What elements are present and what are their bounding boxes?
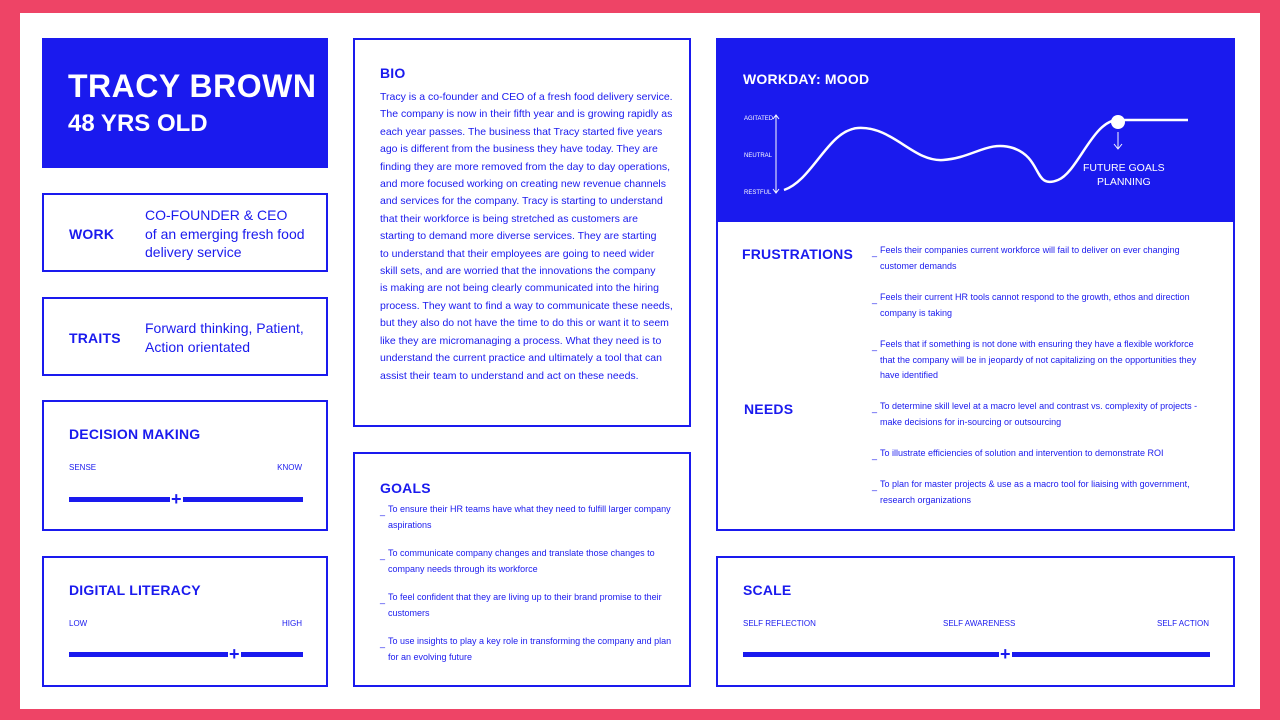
decision-right-label: KNOW bbox=[277, 463, 302, 472]
workday-mood-title: WORKDAY: MOOD bbox=[743, 71, 870, 87]
decision-left-label: SENSE bbox=[69, 463, 97, 472]
name-card bbox=[42, 38, 328, 168]
scale-left-label: SELF REFLECTION bbox=[743, 619, 816, 628]
work-label: WORK bbox=[69, 226, 115, 242]
mood-annotation: FUTURE GOALS PLANNING bbox=[1083, 162, 1165, 188]
traits-label: TRAITS bbox=[69, 330, 121, 346]
decision-slider-marker: + bbox=[171, 489, 182, 509]
frustrations-title: FRUSTRATIONS bbox=[742, 246, 854, 262]
digital-slider-track bbox=[69, 652, 303, 657]
frustration-item: _ Feels that if something is not done with ensuring they have a flexible workforce that the company will be in jeopardy of not capitalizing on the opportunities they have identified bbox=[872, 339, 1197, 380]
mood-axis-mid-label: NEUTRAL bbox=[744, 153, 773, 159]
digital-slider-marker: + bbox=[229, 644, 240, 664]
persona-age: 48 YRS OLD bbox=[68, 110, 208, 137]
scale-title: SCALE bbox=[743, 582, 792, 598]
bio-card bbox=[353, 38, 691, 427]
persona-name: TRACY BROWN bbox=[68, 68, 317, 104]
scale-slider-marker: + bbox=[1000, 644, 1011, 664]
scale-mid-label: SELF AWARENESS bbox=[943, 619, 1016, 628]
work-card bbox=[42, 193, 328, 272]
goal-item: _ To communicate company changes and translate those changes to company needs through its workforce bbox=[380, 548, 655, 574]
mood-frustrations-card bbox=[716, 38, 1235, 531]
goal-item: _ To use insights to play a key role in transforming the company and plan for an evolving future bbox=[380, 636, 672, 662]
need-item: _ To illustrate efficiencies of solution and intervention to demonstrate ROI bbox=[872, 448, 1164, 460]
traits-value: Forward thinking, Patient, Action orientated bbox=[145, 320, 304, 355]
decision-making-card bbox=[42, 400, 328, 531]
mood-marker-dot bbox=[1111, 115, 1125, 129]
digital-literacy-title: DIGITAL LITERACY bbox=[69, 582, 201, 598]
digital-left-label: LOW bbox=[69, 619, 88, 628]
decision-making-title: DECISION MAKING bbox=[69, 426, 201, 442]
workday-mood-panel bbox=[718, 40, 1233, 222]
need-item: _ To plan for master projects & use as a macro tool for liaising with government, research organizations bbox=[872, 479, 1190, 505]
scale-right-label: SELF ACTION bbox=[1156, 619, 1209, 628]
work-value: CO-FOUNDER & CEO of an emerging fresh food delivery service bbox=[145, 207, 305, 260]
digital-literacy-card bbox=[42, 556, 328, 687]
scale-slider-track bbox=[743, 652, 1210, 657]
decision-slider-track bbox=[69, 497, 303, 502]
goal-item: _ To ensure their HR teams have what they need to fulfill larger company aspirations bbox=[380, 504, 671, 530]
needs-title: NEEDS bbox=[744, 401, 794, 417]
mood-curve-graphic bbox=[718, 40, 1233, 222]
goals-card bbox=[353, 452, 691, 687]
bio-text: Tracy is a co-founder and CEO of a fresh food delivery service. The company is now in their fifth year and is growing rapidly as each year passes. The business that Tracy started five years ago is different from the business they have today. They are finding they are more removed from the day to day operations, and more focused working on creating new revenue channels and services for the company. Tracy is starting to understand that their workforce is being stretched as customers are starting to demand more diverse services. They are starting to understand that their employees are going to need wider skill sets, and are worried that the innovations the company is making are not being clearly communicated into the hiring process. They want to find a way to communicate these needs, but they also do not have the time to do this or want it to seem like they are micromanaging a process. What they need is to understand the current practice and ultimately a tool that can assist their team to understand and act on these needs. bbox=[380, 91, 673, 382]
traits-card bbox=[42, 297, 328, 376]
mood-axis-top-label: AGITATED bbox=[744, 116, 774, 122]
digital-right-label: HIGH bbox=[282, 619, 302, 628]
frustration-item: _ Feels their current HR tools cannot respond to the growth, ethos and direction company is taking bbox=[872, 292, 1190, 318]
need-item: _ To determine skill level at a macro level and contrast vs. complexity of projects - make decisions for in-sourcing or outsourcing bbox=[872, 401, 1198, 427]
goal-item: _ To feel confident that they are living up to their brand promise to their customers bbox=[380, 592, 662, 618]
frustration-item: _ Feels their companies current workforce will fail to deliver on ever changing customer demands bbox=[872, 245, 1180, 271]
scale-card bbox=[716, 556, 1235, 687]
goals-title: GOALS bbox=[380, 480, 431, 496]
mood-axis-bottom-label: RESTFUL bbox=[744, 190, 772, 196]
bio-title: BIO bbox=[380, 65, 406, 81]
